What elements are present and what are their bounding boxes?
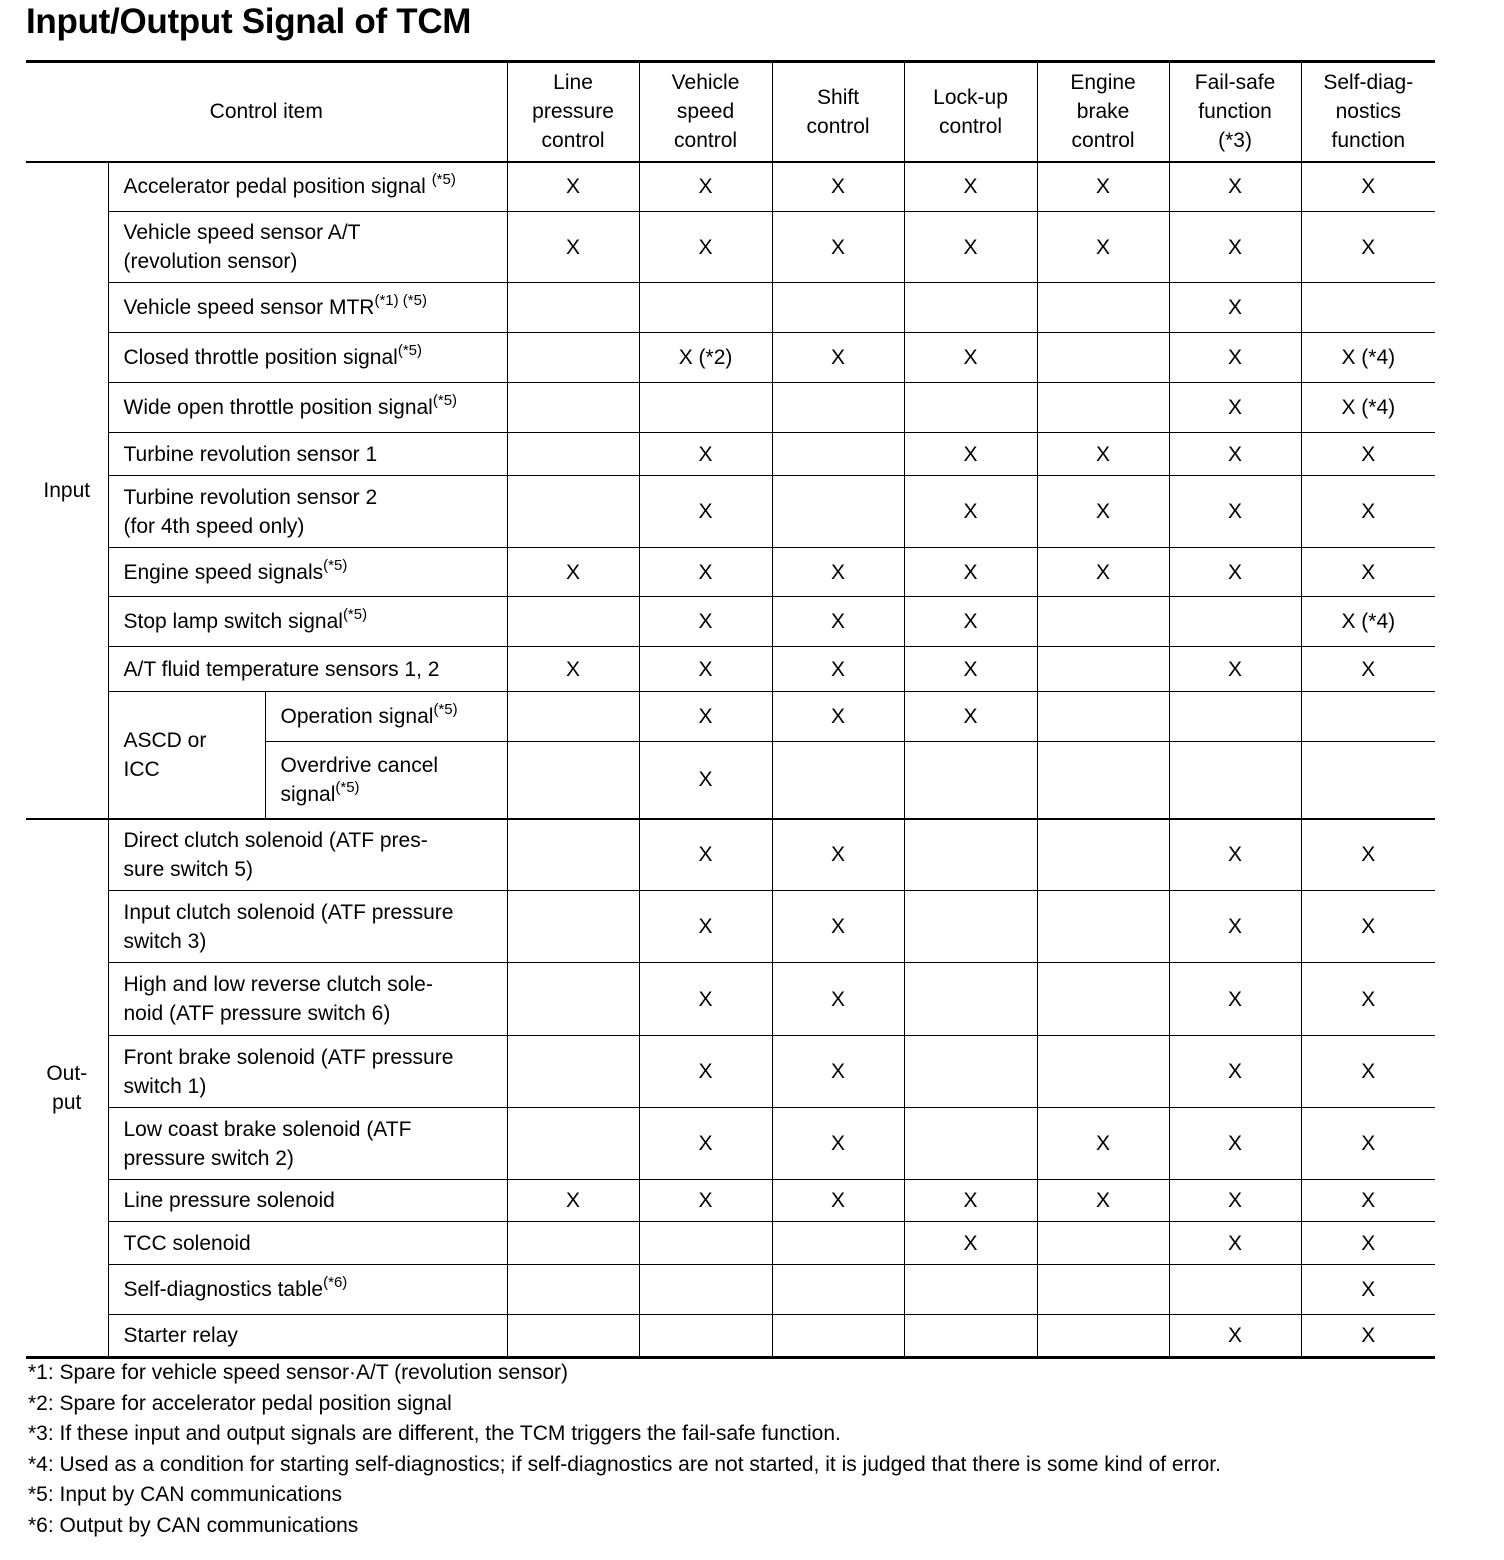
- check-mark: [1037, 283, 1169, 333]
- header-column: [1301, 62, 1435, 162]
- check-mark: [772, 433, 904, 476]
- check-mark: X: [904, 647, 1037, 692]
- check-mark: X: [1037, 548, 1169, 597]
- item-label: [108, 283, 507, 333]
- header-column: [904, 62, 1037, 162]
- check-mark: X: [1169, 1036, 1301, 1108]
- check-mark: X: [1169, 1180, 1301, 1222]
- check-mark: X: [1169, 1315, 1301, 1358]
- item-label: [108, 383, 507, 433]
- footnote: *3: If these input and output signals are different, the TCM triggers the fail-safe function.: [28, 1422, 841, 1445]
- check-mark: X: [904, 1222, 1037, 1265]
- asc-group-line-1: ASCD or: [123, 728, 207, 752]
- check-mark: X (*4): [1301, 597, 1435, 647]
- input-row: [26, 383, 1435, 433]
- check-mark: [507, 963, 639, 1036]
- check-mark: X: [1301, 476, 1435, 548]
- check-mark: X: [1301, 1180, 1435, 1222]
- check-mark: [1037, 1265, 1169, 1315]
- check-mark: [772, 1265, 904, 1315]
- header-column-line: (*3): [1218, 129, 1252, 153]
- check-mark: X: [1169, 283, 1301, 333]
- check-mark: X: [1169, 1108, 1301, 1180]
- check-mark: [639, 283, 772, 333]
- item-line-1: TCC solenoid: [123, 1231, 251, 1255]
- header-control-item: [26, 62, 507, 162]
- item-label: [265, 692, 507, 742]
- check-mark: X: [1301, 963, 1435, 1036]
- check-mark: X: [639, 647, 772, 692]
- footnote: *5: Input by CAN communications: [28, 1483, 342, 1506]
- category-input: [26, 162, 108, 819]
- check-mark: X: [1037, 1180, 1169, 1222]
- footnote: *4: Used as a condition for starting self-diagnostics; if self-diagnostics are not started, it is judged that there is some kind of error.: [28, 1452, 1221, 1476]
- item-line-1: Self-diagnostics table: [123, 1278, 324, 1301]
- header-column-line: Engine: [1070, 71, 1136, 95]
- check-mark: [507, 433, 639, 476]
- check-mark: X: [1301, 1036, 1435, 1108]
- check-mark: X: [1037, 1108, 1169, 1180]
- category-output-label: Out-: [46, 1061, 88, 1085]
- item-line-2: switch 1): [123, 1074, 207, 1098]
- output-row: [26, 819, 1435, 891]
- input-row: [26, 548, 1435, 597]
- item-line-1: Wide open throttle position signal: [123, 396, 433, 419]
- check-mark: X: [1169, 162, 1301, 212]
- header-column-line: control: [806, 114, 870, 138]
- footnote: *6: Output by CAN communications: [28, 1513, 359, 1537]
- check-mark: [507, 1036, 639, 1108]
- check-mark: X: [639, 1180, 772, 1222]
- check-mark: X: [1169, 383, 1301, 433]
- check-mark: [1037, 383, 1169, 433]
- item-label: [108, 1180, 507, 1222]
- check-mark: [1037, 819, 1169, 891]
- check-mark: X: [507, 162, 639, 212]
- check-mark: X: [772, 1108, 904, 1180]
- header-column-line: Vehicle: [671, 71, 740, 95]
- footnote: *1: Spare for vehicle speed sensor·A/T (revolution sensor): [28, 1361, 569, 1384]
- check-mark: X: [1301, 647, 1435, 692]
- check-mark: [1301, 283, 1435, 333]
- check-mark: X: [1301, 1108, 1435, 1180]
- superscript-note: (*6): [323, 1274, 348, 1291]
- input-row: [26, 433, 1435, 476]
- check-mark: X: [904, 476, 1037, 548]
- item-label: [108, 1222, 507, 1265]
- superscript-note: (*5): [342, 606, 368, 623]
- check-mark: X: [1037, 433, 1169, 476]
- check-mark: X: [904, 548, 1037, 597]
- check-mark: [1037, 1315, 1169, 1358]
- check-mark: [507, 891, 639, 963]
- item-label: [108, 597, 507, 647]
- asc-group-label: [108, 692, 265, 819]
- category-output-label: put: [52, 1090, 82, 1114]
- item-label: [108, 1315, 507, 1358]
- check-mark: [772, 742, 904, 819]
- check-mark: X: [772, 597, 904, 647]
- item-label: [108, 891, 507, 963]
- check-mark: X: [639, 212, 772, 283]
- check-mark: X (*4): [1301, 333, 1435, 383]
- check-mark: [507, 1108, 639, 1180]
- superscript-note: (*5): [431, 171, 456, 189]
- check-mark: [1037, 963, 1169, 1036]
- header-column-line: nostics: [1335, 100, 1401, 124]
- check-mark: [904, 1315, 1037, 1358]
- item-line-2: noid (ATF pressure switch 6): [123, 1002, 391, 1025]
- item-line-2: sure switch 5): [123, 857, 254, 881]
- item-line-1: Overdrive cancel: [280, 753, 439, 777]
- check-mark: X: [639, 1108, 772, 1180]
- check-mark: X: [772, 692, 904, 742]
- item-label: [108, 647, 507, 692]
- output-row: [26, 1108, 1435, 1180]
- asc-group-line-2: ICC: [123, 757, 160, 781]
- output-row: [26, 1315, 1435, 1358]
- header-column-line: function: [1331, 129, 1406, 153]
- check-mark: X: [772, 162, 904, 212]
- output-row: [26, 891, 1435, 963]
- check-mark: [772, 476, 904, 548]
- check-mark: X: [639, 692, 772, 742]
- header-column-line: speed: [676, 100, 735, 124]
- check-mark: [1037, 647, 1169, 692]
- item-line-1: Input clutch solenoid (ATF pressure: [123, 900, 454, 924]
- item-line-1: Vehicle speed sensor MTR: [123, 296, 375, 319]
- header-column: [1169, 62, 1301, 162]
- check-mark: [772, 1315, 904, 1358]
- check-mark: [507, 283, 639, 333]
- check-mark: X: [904, 433, 1037, 476]
- item-label: [108, 433, 507, 476]
- header-column-line: Shift: [817, 85, 860, 109]
- check-mark: X: [507, 647, 639, 692]
- header-column: [639, 62, 772, 162]
- check-mark: [904, 891, 1037, 963]
- item-line-1: Turbine revolution sensor 2: [123, 485, 378, 509]
- check-mark: X: [772, 647, 904, 692]
- check-mark: X: [1301, 548, 1435, 597]
- check-mark: X: [1169, 212, 1301, 283]
- header-column-line: Fail-safe: [1194, 71, 1276, 95]
- check-mark: [1037, 742, 1169, 819]
- check-mark: X (*4): [1301, 383, 1435, 433]
- check-mark: X: [904, 162, 1037, 212]
- check-mark: X: [1037, 162, 1169, 212]
- output-row: [26, 963, 1435, 1036]
- check-mark: X: [639, 597, 772, 647]
- item-line-1: Direct clutch solenoid (ATF pres-: [123, 828, 428, 852]
- output-row: [26, 1265, 1435, 1315]
- table-header-row: [26, 62, 1435, 162]
- check-mark: [772, 1222, 904, 1265]
- item-label: [108, 476, 507, 548]
- check-mark: [904, 383, 1037, 433]
- check-mark: [1169, 597, 1301, 647]
- check-mark: [1301, 742, 1435, 819]
- header-column-line: Lock-up: [933, 85, 1008, 109]
- header-column-line: Self-diag-: [1323, 71, 1414, 95]
- header-column-line: control: [541, 129, 605, 153]
- output-row: [26, 1222, 1435, 1265]
- check-mark: [639, 1265, 772, 1315]
- check-mark: [507, 333, 639, 383]
- check-mark: X: [772, 212, 904, 283]
- check-mark: [772, 383, 904, 433]
- item-label: [108, 1265, 507, 1315]
- check-mark: X: [772, 819, 904, 891]
- header-column-line: Line: [553, 71, 593, 95]
- header-column-line: pressure: [532, 100, 614, 124]
- check-mark: [772, 283, 904, 333]
- check-mark: X: [904, 333, 1037, 383]
- check-mark: [904, 819, 1037, 891]
- item-line-1: Front brake solenoid (ATF pressure: [123, 1045, 454, 1069]
- item-line-2: (for 4th speed only): [123, 514, 305, 538]
- item-line-1: Low coast brake solenoid (ATF: [123, 1117, 412, 1141]
- check-mark: X: [1169, 433, 1301, 476]
- check-mark: [1169, 692, 1301, 742]
- check-mark: X: [639, 891, 772, 963]
- check-mark: [507, 476, 639, 548]
- check-mark: [507, 383, 639, 433]
- check-mark: X: [1301, 891, 1435, 963]
- check-mark: [1037, 891, 1169, 963]
- item-line-2: (revolution sensor): [123, 250, 298, 273]
- check-mark: [904, 283, 1037, 333]
- check-mark: [1169, 1265, 1301, 1315]
- check-mark: X: [904, 1180, 1037, 1222]
- check-mark: X: [639, 476, 772, 548]
- item-line-1: Stop lamp switch signal: [123, 610, 343, 633]
- input-row: [26, 283, 1435, 333]
- check-mark: X: [1037, 476, 1169, 548]
- footnote: *2: Spare for accelerator pedal position signal: [28, 1391, 452, 1415]
- check-mark: X: [1169, 647, 1301, 692]
- check-mark: X: [1301, 1222, 1435, 1265]
- item-label: [108, 333, 507, 383]
- check-mark: X: [1169, 476, 1301, 548]
- check-mark: X: [1301, 819, 1435, 891]
- item-line-1: Accelerator pedal position signal: [123, 175, 432, 199]
- item-line-1: Line pressure solenoid: [123, 1189, 335, 1212]
- check-mark: X: [639, 819, 772, 891]
- superscript-note: (*5): [432, 392, 458, 409]
- check-mark: X: [1169, 1222, 1301, 1265]
- item-label: [108, 963, 507, 1036]
- item-line-1: Vehicle speed sensor A/T: [123, 221, 361, 244]
- superscript-note: (*5): [323, 556, 348, 574]
- check-mark: [904, 963, 1037, 1036]
- check-mark: X: [772, 891, 904, 963]
- item-label: [108, 162, 507, 212]
- check-mark: X: [1037, 212, 1169, 283]
- item-line-2: pressure switch 2): [123, 1146, 294, 1170]
- check-mark: X: [639, 162, 772, 212]
- category-input-label: Input: [43, 478, 91, 502]
- check-mark: X: [639, 548, 772, 597]
- check-mark: X: [1169, 548, 1301, 597]
- item-line-2: signal: [280, 782, 336, 806]
- input-row: [26, 597, 1435, 647]
- check-mark: [1037, 692, 1169, 742]
- check-mark: [639, 383, 772, 433]
- check-mark: X: [639, 963, 772, 1036]
- item-label: [108, 819, 507, 891]
- check-mark: X: [772, 1036, 904, 1108]
- check-mark: [507, 692, 639, 742]
- check-mark: X: [772, 963, 904, 1036]
- item-label: [108, 212, 507, 283]
- check-mark: [904, 1108, 1037, 1180]
- input-row: [26, 647, 1435, 692]
- check-mark: [639, 1315, 772, 1358]
- check-mark: [904, 1036, 1037, 1108]
- check-mark: X: [507, 548, 639, 597]
- check-mark: [507, 597, 639, 647]
- superscript-note: (*5): [335, 778, 360, 796]
- footnotes: [28, 1358, 1221, 1541]
- header-column: [1037, 62, 1169, 162]
- page-title: Input/Output Signal of TCM: [26, 2, 472, 41]
- header-column-line: control: [1071, 129, 1135, 153]
- check-mark: X: [1169, 333, 1301, 383]
- output-row: [26, 1180, 1435, 1222]
- check-mark: [507, 1222, 639, 1265]
- check-mark: X: [1169, 819, 1301, 891]
- input-row: [26, 476, 1435, 548]
- superscript-note: (*5): [397, 342, 422, 359]
- item-line-1: Turbine revolution sensor 1: [123, 442, 378, 466]
- header-column: [507, 62, 639, 162]
- check-mark: X: [904, 692, 1037, 742]
- item-label: [108, 548, 507, 597]
- item-line-1: A/T fluid temperature sensors 1, 2: [123, 657, 440, 681]
- check-mark: X: [1301, 433, 1435, 476]
- output-row: [26, 1036, 1435, 1108]
- header-column-line: control: [939, 114, 1003, 138]
- check-mark: X: [1301, 162, 1435, 212]
- check-mark: X: [1301, 1315, 1435, 1358]
- check-mark: [507, 1315, 639, 1358]
- item-line-1: Closed throttle position signal: [123, 346, 398, 369]
- check-mark: [1037, 333, 1169, 383]
- check-mark: [1037, 1036, 1169, 1108]
- check-mark: X: [1169, 963, 1301, 1036]
- check-mark: X: [772, 548, 904, 597]
- check-mark: [1037, 597, 1169, 647]
- check-mark: [639, 1222, 772, 1265]
- check-mark: X: [639, 742, 772, 819]
- header-control-item-label: Control item: [209, 100, 323, 124]
- header-column-line: brake: [1076, 100, 1130, 124]
- check-mark: [1169, 742, 1301, 819]
- check-mark: X: [1169, 891, 1301, 963]
- check-mark: [507, 742, 639, 819]
- input-row: [26, 333, 1435, 383]
- superscript-note: (*5): [433, 701, 458, 718]
- check-mark: X: [1301, 1265, 1435, 1315]
- header-column: [772, 62, 904, 162]
- check-mark: [1301, 692, 1435, 742]
- superscript-note: (*1) (*5): [374, 292, 427, 309]
- check-mark: X: [639, 433, 772, 476]
- check-mark: X: [639, 1036, 772, 1108]
- check-mark: X: [1301, 212, 1435, 283]
- header-column-line: control: [674, 129, 738, 153]
- check-mark: X: [772, 333, 904, 383]
- item-line-1: Starter relay: [123, 1324, 238, 1347]
- item-line-1: Operation signal: [280, 705, 434, 728]
- check-mark: [904, 742, 1037, 819]
- check-mark: [1037, 1222, 1169, 1265]
- check-mark: X: [772, 1180, 904, 1222]
- item-label: [265, 742, 507, 819]
- category-output: [26, 819, 108, 1358]
- check-mark: [507, 819, 639, 891]
- input-row: [26, 162, 1435, 212]
- check-mark: X (*2): [639, 333, 772, 383]
- check-mark: X: [507, 212, 639, 283]
- check-mark: X: [904, 212, 1037, 283]
- item-line-1: High and low reverse clutch sole-: [123, 973, 433, 996]
- item-label: [108, 1108, 507, 1180]
- io-signal-table: [26, 60, 1435, 1359]
- header-column-line: function: [1198, 100, 1272, 124]
- check-mark: X: [507, 1180, 639, 1222]
- item-label: [108, 1036, 507, 1108]
- input-row: [26, 212, 1435, 283]
- input-row: [26, 692, 1435, 742]
- item-line-2: switch 3): [123, 929, 207, 953]
- item-line-1: Engine speed signals: [123, 560, 324, 584]
- check-mark: [507, 1265, 639, 1315]
- check-mark: [904, 1265, 1037, 1315]
- check-mark: X: [904, 597, 1037, 647]
